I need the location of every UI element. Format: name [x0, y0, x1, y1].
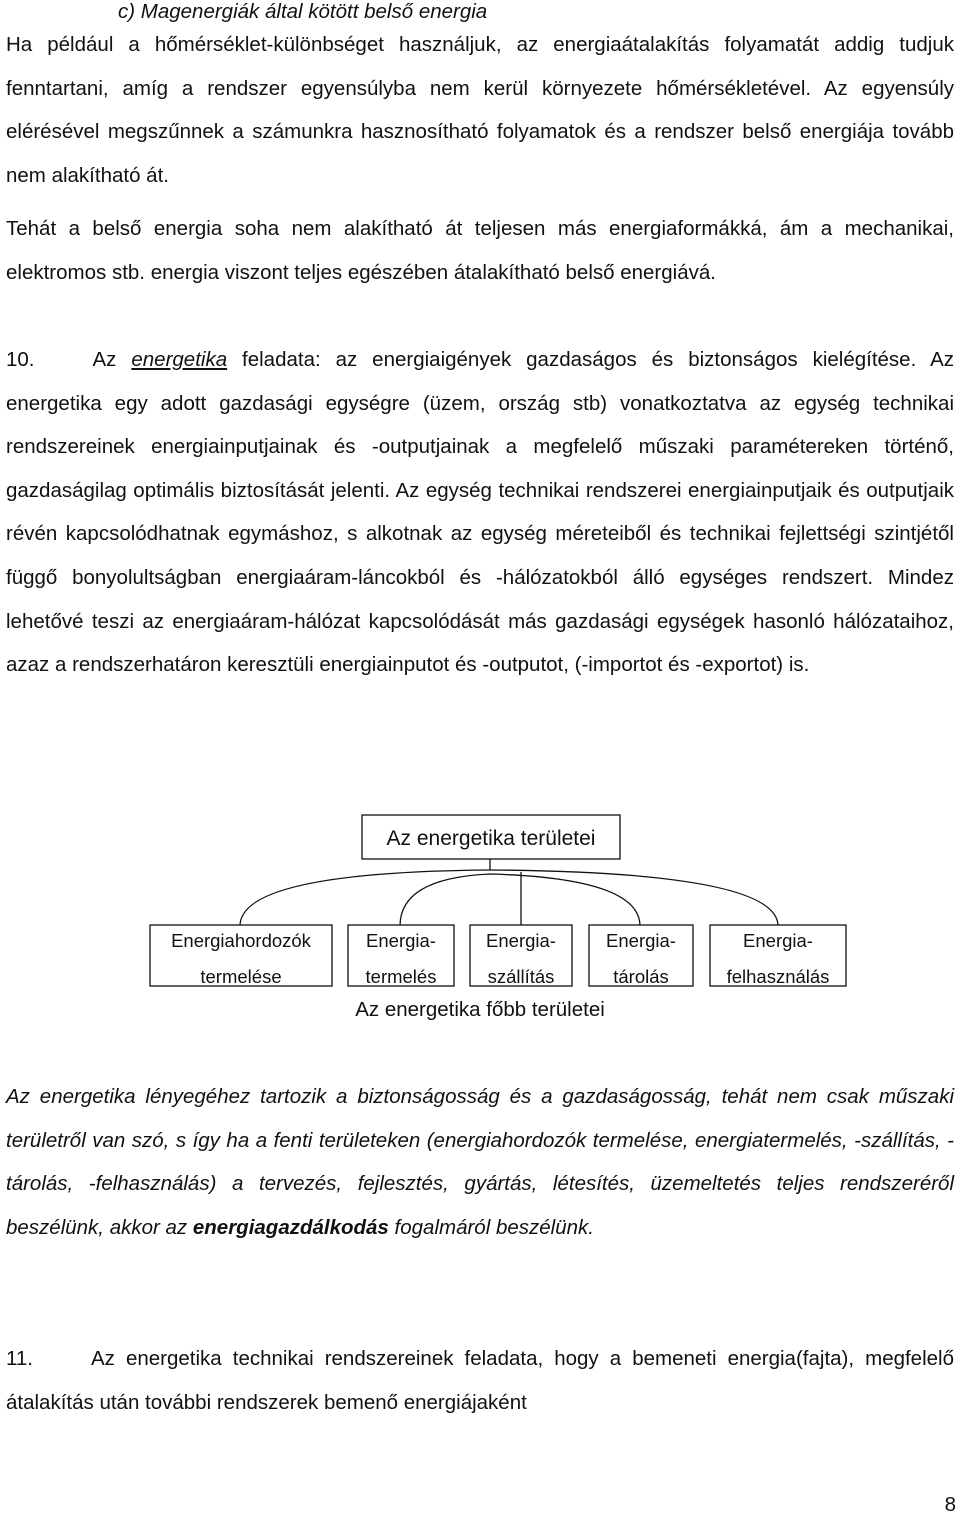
- child-5-line1: Energia-: [743, 930, 813, 951]
- child-2-line1: Energia-: [366, 930, 436, 951]
- diagram-connectors: [240, 859, 778, 926]
- section-10-pre: Az: [92, 348, 132, 371]
- root-label: Az energetika területei: [386, 827, 596, 850]
- energy-management-text: Az energetika lényegéhez tartozik a biztonságosság és a gazdaságosság, tehát nem csak műszaki területről van szó, s így ha a fenti területeken (energiahordozók termelése, energiatermelés, -szállítás, -tárolás, -felhasználás) a tervezés, fejlesztés, gyártás, létesítés, üzemeltetés teljes rendszeréről beszélünk, akkor az: [6, 1085, 954, 1239]
- section-c-heading: c) Magenergiák által kötött belső energia: [118, 0, 488, 23]
- child-4-line2: tárolás: [613, 966, 669, 987]
- section-11-number: 11.: [6, 1347, 33, 1370]
- energy-management-tail: fogalmáról beszélünk.: [388, 1215, 594, 1239]
- child-2-line2: termelés: [365, 966, 437, 987]
- section-10-definition: feladata: az energiaigények gazdaságos és biztonságos kielégítése.: [227, 348, 917, 371]
- paragraph-energy-management: [6, 1075, 954, 1249]
- section-11-text: Az energetika technikai rendszereinek feladata, hogy a bemeneti energia(fajta), megfelelő átalakítás után további rendszerek bemenő energiájaként: [6, 1347, 954, 1414]
- diagram-root-node: [362, 815, 620, 859]
- child-4-line1: Energia-: [606, 930, 676, 951]
- paragraph-internal-energy: Tehát a belső energia soha nem alakítható át teljesen más energiaformákká, ám a mechanikai, elektromos stb. energia viszont teljes egészében átalakítható belső energiává.: [6, 217, 954, 284]
- child-5-line2: felhasználás: [726, 966, 830, 987]
- energiagazdalkodas-term: energiagazdálkodás: [192, 1215, 389, 1239]
- child-3-line1: Energia-: [486, 930, 556, 951]
- energetics-areas-diagram: [0, 800, 960, 1000]
- child-3-line2: szállítás: [487, 966, 555, 987]
- child-1-line2: termelése: [200, 966, 282, 987]
- section-11-paragraph: [6, 1337, 954, 1424]
- inner-arc: [400, 874, 640, 926]
- section-10-paragraph: [6, 338, 954, 687]
- outer-arc: [240, 870, 778, 926]
- page-number: 8: [944, 1493, 956, 1516]
- energetika-term: energetika: [131, 348, 228, 371]
- child-1-line1: Energiahordozók: [171, 930, 311, 951]
- section-10-body: Az energetika egy adott gazdasági egységre (üzem, ország stb) vonatkoztatva az egység technikai rendszereinek energiainputjainak és -outputjainak a megfelelő műszaki paramétereken történő, gazdaságilag optimális biztosítását jelenti. Az egység technikai rendszerei energiainputjaik és outputjaik révén kapcsolódhatnak egymáshoz, s alkotnak az egység méreteiből és technikai fejlettségi szintjétől függő bonyolultságban energiaáram-láncokból és -hálózatokból álló egységes rendszert. Mindez lehetővé teszi az energiaáram-hálózat kapcsolódását más gazdasági egységek hasonló hálózataihoz, azaz a rendszerhatáron keresztüli energiainputot és -outputot, (-importot és -exportot) is.: [6, 348, 954, 677]
- paragraph-temperature: Ha például a hőmérséklet-különbséget használjuk, az energiaátalakítás folyamatát addig tudjuk fenntartani, amíg a rendszer egyensúlyba nem kerül környezete hőmérsékletével. Az egyensúly elérésével megszűnnek a számunkra hasznosítható folyamatok és a rendszer belső energiája tovább nem alakítható át.: [6, 33, 954, 187]
- diagram-caption: Az energetika főbb területei: [355, 998, 605, 1021]
- section-10-number: 10.: [6, 348, 35, 371]
